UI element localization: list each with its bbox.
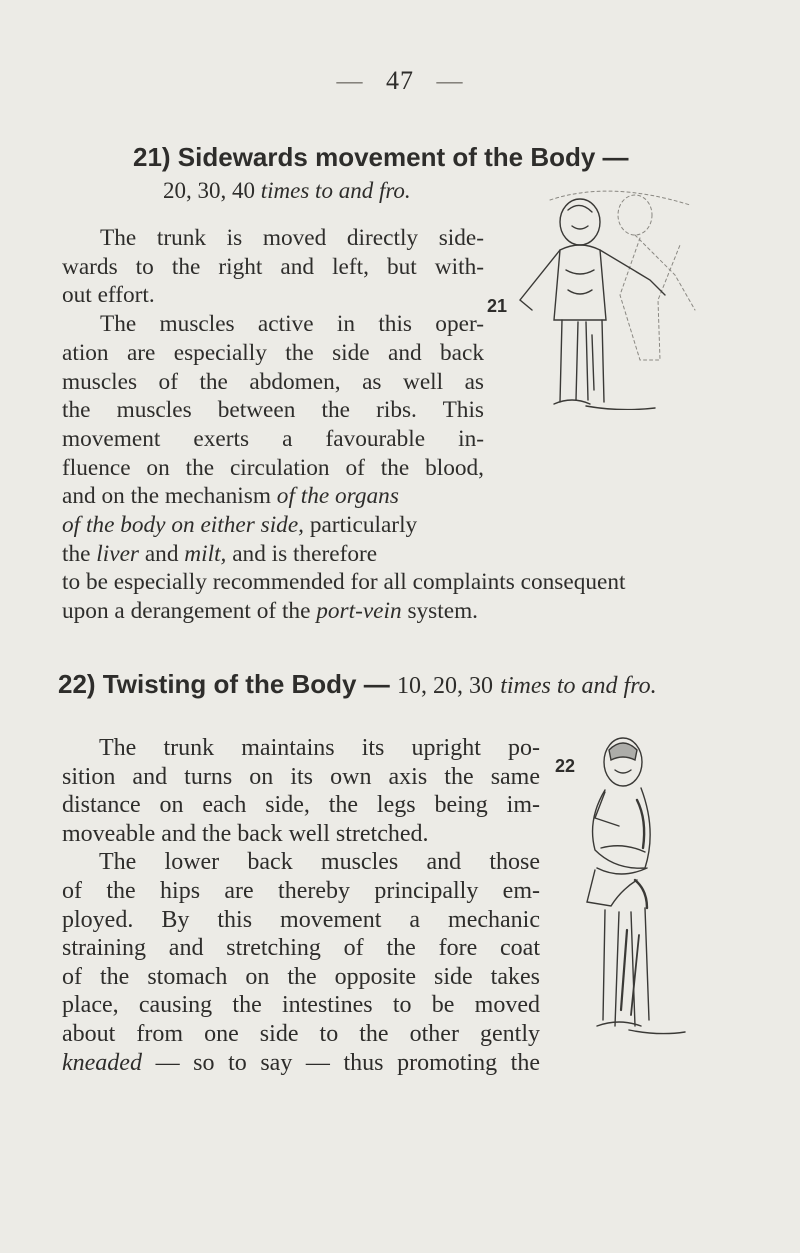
text-line: wards to the right and left, but with-: [62, 253, 484, 280]
figure-22-number: 22: [555, 756, 576, 776]
figure-22-illustration: [575, 730, 715, 1050]
text-line: about from one side to the other gently: [62, 1020, 540, 1047]
text-line: kneaded — so to say — thus promoting the: [62, 1049, 541, 1076]
text-line: the liver and milt, and is therefore: [62, 540, 378, 567]
text-line: straining and stretching of the fore coat: [62, 935, 540, 962]
text-line: place, causing the intestines to be moved: [62, 992, 540, 1019]
text-line: of the hips are thereby principally em-: [62, 877, 540, 904]
text-line: the muscles between the ribs. This: [62, 397, 484, 424]
text-line: to be especially recommended for all complaints consequent: [62, 569, 626, 596]
text-line: out effort.: [62, 282, 155, 309]
text-line: fluence on the circulation of the blood,: [62, 454, 484, 481]
section-21-heading: 21) Sidewards movement of the Body —: [133, 142, 629, 172]
text-line: ation are especially the side and back: [62, 339, 484, 366]
figure-21-illustration: [490, 160, 700, 410]
text-line: of the body on either side, particularly: [62, 512, 418, 539]
text-line: muscles of the abdomen, as well as: [62, 368, 484, 395]
text-line: and on the mechanism of the organs: [62, 483, 399, 510]
text-line: moveable and the back well stretched.: [62, 820, 429, 847]
section-22-paragraph: [62, 734, 540, 1077]
text-line: upon a derangement of the port-vein system.: [62, 598, 479, 625]
text-line: The muscles active in this oper-: [100, 311, 484, 338]
text-line: sition and turns on its own axis the same: [62, 763, 540, 790]
section-22-heading: 22) Twisting of the Body — 10, 20, 30 times to and fro.: [58, 669, 657, 699]
text-line: movement exerts a favourable in-: [62, 425, 484, 452]
text-line: The lower back muscles and those: [99, 849, 540, 876]
text-line: distance on each side, the legs being im-: [62, 792, 540, 819]
section-21-subheading: 20, 30, 40 times to and fro.: [163, 178, 411, 203]
page-number: — 47 —: [336, 66, 464, 95]
text-line: ployed. By this movement a mechanic: [62, 906, 540, 933]
text-line: of the stomach on the opposite side takes: [62, 963, 540, 990]
figure-21-number: 21: [487, 296, 508, 316]
text-line: The trunk maintains its upright po-: [99, 735, 540, 761]
text-line: The trunk is moved directly side-: [100, 225, 484, 251]
